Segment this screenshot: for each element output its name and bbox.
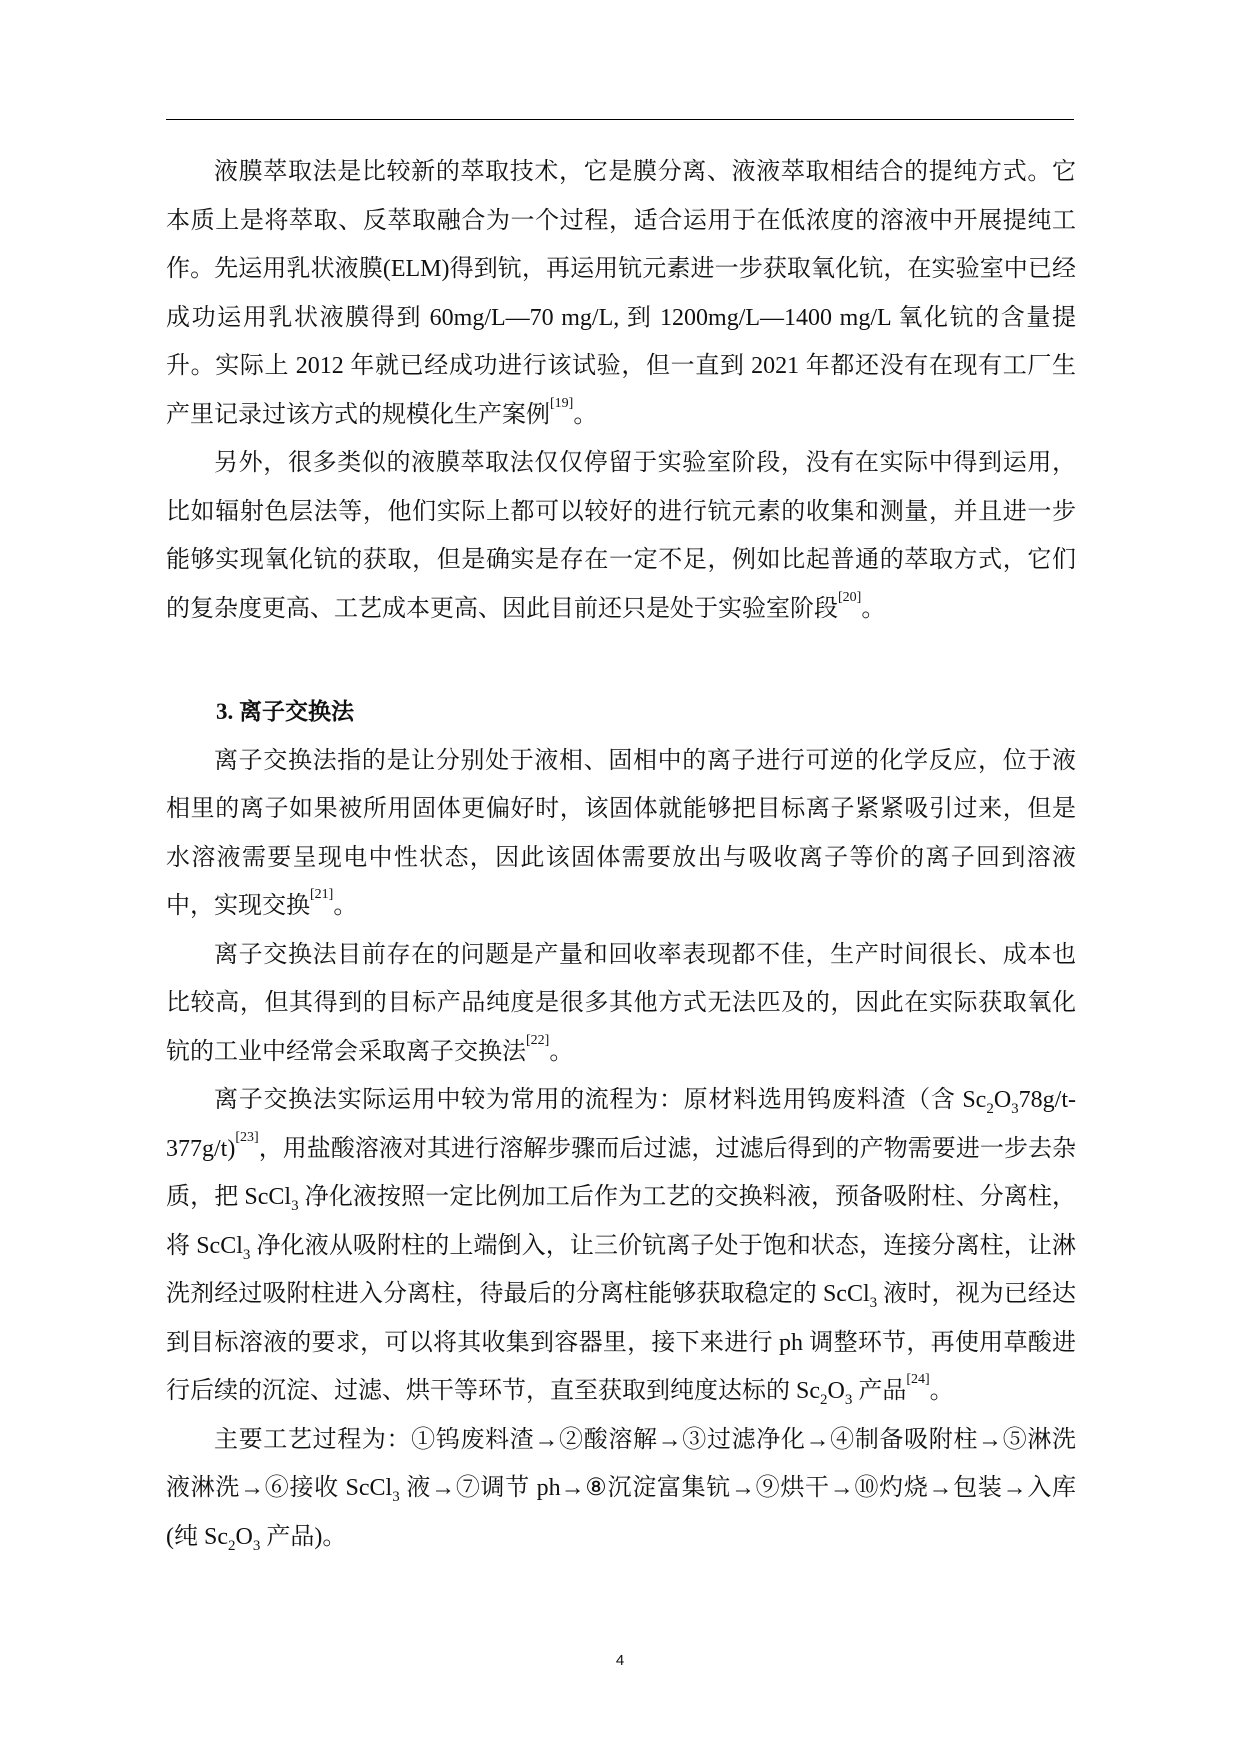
subscript: 3 <box>242 1246 251 1263</box>
text: 净化液按照一定比例加工后作为工艺的交换料液，预备吸附柱、分离柱，将 ScCl <box>166 1184 1076 1259</box>
text: 78g/t-377g/t) <box>166 1087 1076 1162</box>
paragraph-process-flow <box>166 1076 1076 1416</box>
subscript: 3 <box>844 1391 853 1408</box>
punct: 。 <box>333 893 358 919</box>
text: 产品 <box>852 1378 907 1404</box>
paragraph-text: 另外，很多类似的液膜萃取法仅仅停留于实验室阶段，没有在实际中得到运用，比如辐射色层法等，他们实际上都可以较好的进行钪元素的收集和测量，并且进一步能够实现氧化钪的获取，但是确实是存在一定不足，例如比起普通的萃取方式，它们的复杂度更高、工艺成本更高、因此目前还只是处于实验室阶段 <box>166 450 1076 622</box>
paragraph-ion-exchange-def <box>166 737 1076 931</box>
paragraph-other-methods <box>166 439 1076 633</box>
subscript: 2 <box>986 1100 994 1117</box>
text: ，用盐酸溶液对其进行溶解步骤而后过滤，过滤后得到的产物需要进一步去杂质，把 ScCl <box>166 1135 1076 1210</box>
punct: 。 <box>549 1038 574 1065</box>
text: 液→⑦调节 ph→⑧沉淀富集钪→⑨烘干→⑩灼烧→包装→入库(纯 Sc <box>166 1475 1076 1550</box>
subscript: 3 <box>291 1197 299 1214</box>
paragraph-text: 液膜萃取法是比较新的萃取技术，它是膜分离、液液萃取相结合的提纯方式。它本质上是将萃取、反萃取融合为一个过程，适合运用于在低浓度的溶液中开展提纯工作。先运用乳状液膜(ELM)得到钪，再运用钪元素进一步获取氧化钪，在实验室中已经成功运用乳状液膜得到 60mg/L—70 mg/L, 到 1200mg/L—1400 mg/L 氧化钪的含量提升。实际上 2012 年就已经成功进行该试验，但一直到 2021 年都还没有在现有工厂生产里记录过该方式的规模化生产案例 <box>166 159 1076 428</box>
text: O <box>993 1087 1012 1113</box>
subscript: 3 <box>869 1294 878 1311</box>
page-number: 4 <box>615 1652 625 1669</box>
paragraph-main-steps <box>166 1416 1076 1562</box>
text: 主要工艺过程为：①钨废料渣→②酸溶解→③过滤净化→④制备吸附柱→⑤淋洗液淋洗→⑥接收 ScCl <box>166 1426 1076 1501</box>
paragraph-ion-exchange-issues <box>166 931 1076 1077</box>
punct: 。 <box>861 595 886 622</box>
paragraph-liquid-membrane <box>166 148 1076 439</box>
citation: [22] <box>526 1032 550 1048</box>
citation: [23] <box>235 1129 259 1145</box>
text: O <box>827 1378 845 1404</box>
citation: [20] <box>838 589 862 605</box>
text: 净化液从吸附柱的上端倒入，让三价钪离子处于饱和状态，连接分离柱，让淋洗剂经过吸附柱进入分离柱，待最后的分离柱能够获取稳定的 ScCl <box>166 1232 1076 1307</box>
citation: [19] <box>550 395 574 411</box>
text: 产品)。 <box>260 1523 347 1550</box>
text: O <box>235 1523 253 1550</box>
paragraph-text: 离子交换法指的是让分别处于液相、固相中的离子进行可逆的化学反应，位于液相里的离子如果被所用固体更偏好时，该固体就能够把目标离子紧紧吸引过来，但是水溶液需要呈现电中性状态，因此该固体需要放出与吸收离子等价的离子回到溶液中，实现交换 <box>166 747 1076 919</box>
text: 液时，视为已经达到目标溶液的要求，可以将其收集到容器里，接下来进行 ph 调整环节，再使用草酸进行后续的沉淀、过滤、烘干等环节，直至获取到纯度达标的 Sc <box>166 1281 1076 1404</box>
citation: [21] <box>310 887 334 902</box>
header-rule <box>166 119 1074 120</box>
page-body <box>166 148 1076 1561</box>
punct: 。 <box>929 1378 954 1404</box>
subscript: 2 <box>820 1391 828 1408</box>
citation: [24] <box>906 1372 930 1387</box>
section-heading: 3. 离子交换法 <box>216 699 354 724</box>
paragraph-text: 离子交换法目前存在的问题是产量和回收率表现都不佳，生产时间很长、成本也比较高，但其得到的目标产品纯度是很多其他方式无法匹及的，因此在实际获取氧化钪的工业中经常会采取离子交换法 <box>166 941 1076 1065</box>
subscript: 3 <box>1011 1100 1019 1117</box>
subscript: 2 <box>228 1537 236 1554</box>
subscript: 3 <box>252 1537 261 1554</box>
punct: 。 <box>573 401 598 428</box>
subscript: 3 <box>392 1488 400 1505</box>
text: 离子交换法实际运用中较为常用的流程为：原材料选用钨废料渣（含 Sc <box>214 1087 987 1113</box>
